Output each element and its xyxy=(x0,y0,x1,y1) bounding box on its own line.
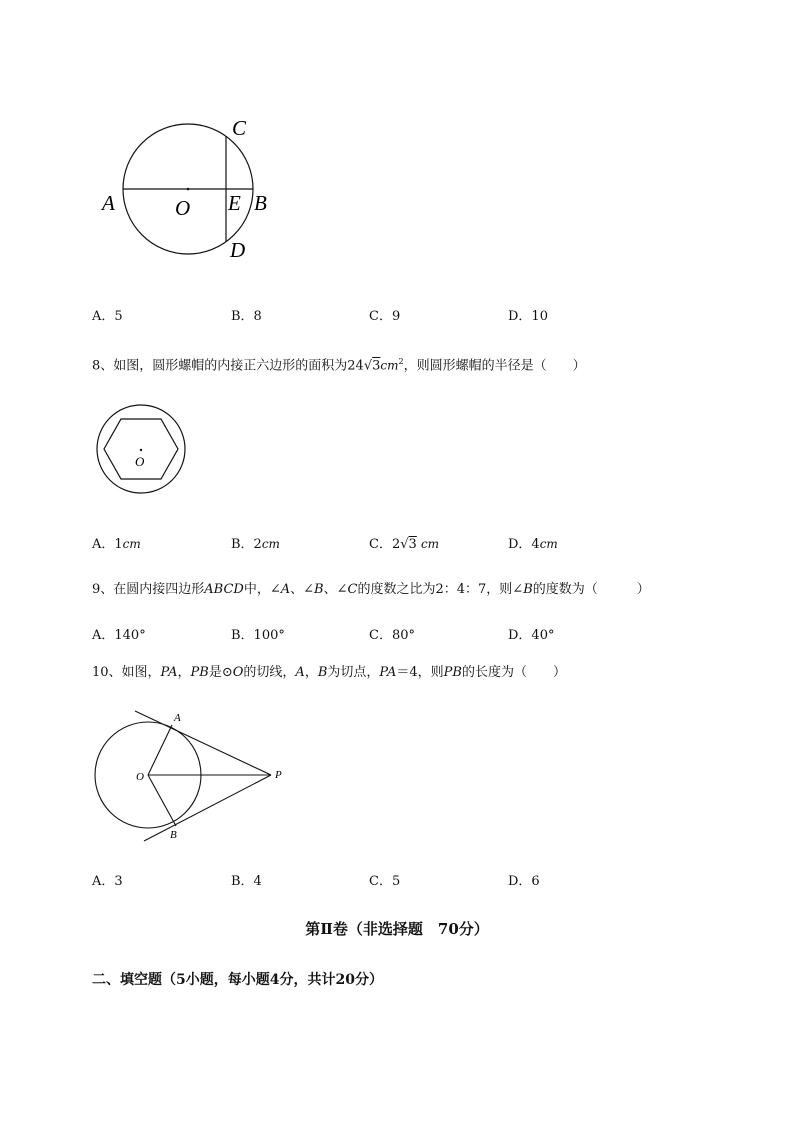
q10-o: O xyxy=(232,665,244,680)
q8-option-a-text: A．1 xyxy=(92,537,123,552)
q9-option-b[interactable]: B．100° xyxy=(231,628,285,643)
label-c: C xyxy=(232,116,247,140)
q8-unit: cm xyxy=(380,358,399,373)
q9-option-a[interactable]: A．140° xyxy=(92,628,146,643)
q8-option-d-unit: cm xyxy=(539,537,558,551)
q10-pb2: PB xyxy=(443,665,462,680)
q9-option-c[interactable]: C．80° xyxy=(369,628,415,643)
tangent-label-p: P xyxy=(275,769,282,781)
label-d: D xyxy=(230,238,246,262)
figure-circle-chord xyxy=(96,112,286,272)
q10-pb: PB xyxy=(190,665,209,680)
tangent-line-pb xyxy=(144,775,271,841)
q10-question xyxy=(92,664,566,682)
q9-angle-b2: B xyxy=(523,582,533,597)
q10-option-a[interactable]: A．3 xyxy=(92,874,123,889)
q8-sqrt-value: 3 xyxy=(372,358,381,374)
q9-sep2: 、∠ xyxy=(323,582,348,597)
q8-prefix: 8、如图，圆形螺帽的内接正六边形的面积为24 xyxy=(92,358,364,374)
q10-comma: ， xyxy=(177,665,191,680)
q8-suffix: ，则圆形螺帽的半径是（ ） xyxy=(403,358,586,374)
q8-option-b-unit: cm xyxy=(261,537,280,551)
q9-mid: 中，∠ xyxy=(243,582,281,597)
q9-angle-c: C xyxy=(347,582,358,597)
nut-label-o: O xyxy=(135,454,145,469)
q8-option-d[interactable] xyxy=(508,533,558,552)
tangent-label-o: O xyxy=(136,771,144,783)
q10-option-d[interactable]: D．6 xyxy=(508,874,540,889)
q8-option-b[interactable] xyxy=(231,533,280,552)
q8-option-a[interactable] xyxy=(92,533,141,552)
part-heading: 二、填空题（5小题，每小题4分，共计20分） xyxy=(92,972,383,988)
q9-abcd: ABCD xyxy=(204,582,244,597)
tangent-label-a: A xyxy=(174,712,181,724)
q10-points: 为切点， xyxy=(327,665,380,680)
label-b: B xyxy=(254,191,267,215)
q8-unit-exp: 2 xyxy=(398,357,404,366)
q8-option-c-sqrt: 3 xyxy=(408,537,417,552)
q9-ratio: 的度数之比为2：4：7，则∠ xyxy=(357,582,524,597)
radius-oa xyxy=(148,725,172,775)
q8-question xyxy=(92,353,586,375)
q9-sep1: 、∠ xyxy=(290,582,315,597)
sqrt-symbol: √ xyxy=(400,537,409,552)
q8-option-d-text: D．4 xyxy=(508,537,540,552)
label-e: E xyxy=(228,191,241,215)
label-a: A xyxy=(102,191,115,215)
q10-comma2: ， xyxy=(304,665,318,680)
q9-angle-a: A xyxy=(280,582,291,597)
q10-a: A xyxy=(295,665,305,680)
q10-is: 是⊙ xyxy=(208,665,233,680)
q10-suffix: 的长度为（ ） xyxy=(461,665,566,680)
q10-eq: ＝4，则 xyxy=(396,665,444,680)
figure-hexagon-nut xyxy=(92,404,192,500)
center-point xyxy=(187,188,190,191)
q9-angle-b: B xyxy=(314,582,324,597)
q10-option-c[interactable]: C．5 xyxy=(369,874,401,889)
figure-tangent-lines xyxy=(90,706,300,846)
q9-prefix: 9、在圆内接四边形 xyxy=(92,582,205,597)
q7-option-d[interactable]: D．10 xyxy=(508,309,548,324)
q8-option-a-unit: cm xyxy=(122,537,141,551)
q7-option-c[interactable]: C．9 xyxy=(369,309,401,324)
nut-center xyxy=(140,449,142,451)
q9-question xyxy=(92,581,650,599)
q9-suffix: 的度数为（ ） xyxy=(532,582,650,597)
q8-option-b-text: B．2 xyxy=(231,537,262,552)
q8-option-c-unit: cm xyxy=(420,537,440,551)
q10-pa2: PA xyxy=(379,665,397,680)
q10-b: B xyxy=(317,665,328,680)
section-title: 第Ⅱ卷（非选择题 70分） xyxy=(305,920,489,938)
q10-pa: PA xyxy=(160,665,178,680)
q10-option-b[interactable]: B．4 xyxy=(231,874,262,889)
q9-option-d[interactable]: D．40° xyxy=(508,628,555,643)
q10-tangent: 的切线， xyxy=(243,665,296,680)
q8-option-c-text: C．2 xyxy=(369,537,401,552)
q10-prefix: 10、如图， xyxy=(92,665,161,680)
sqrt-symbol: √ xyxy=(363,358,373,374)
radius-ob xyxy=(148,775,176,826)
q7-option-b[interactable]: B．8 xyxy=(231,309,262,324)
label-o: O xyxy=(175,196,191,220)
tangent-line-pa xyxy=(135,711,271,775)
q7-option-a[interactable]: A．5 xyxy=(92,309,123,324)
q8-option-c[interactable] xyxy=(369,533,439,552)
tangent-label-b: B xyxy=(170,829,177,841)
